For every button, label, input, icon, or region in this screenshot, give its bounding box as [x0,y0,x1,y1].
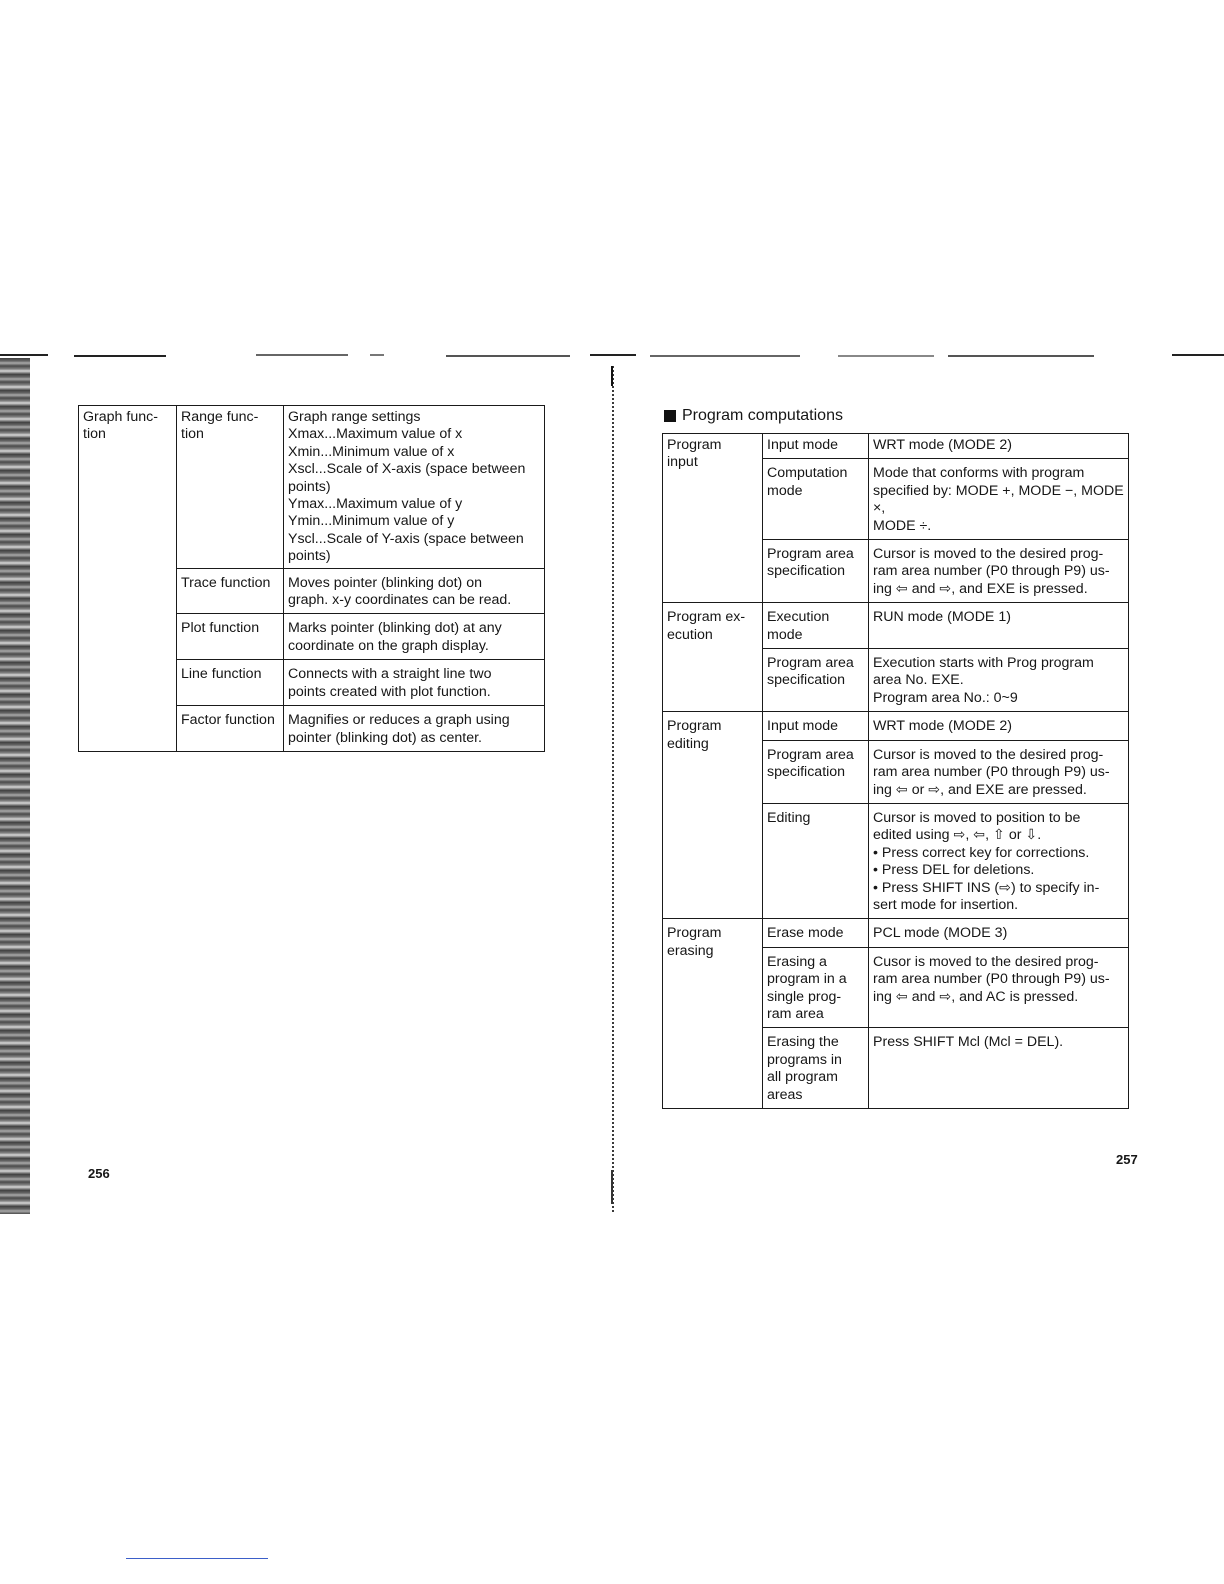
item-name-cell: Program area specification [763,540,869,603]
function-description-cell: Marks pointer (blinking dot) at any coordinate on the graph display. [284,614,545,660]
item-description-cell: PCL mode (MODE 3) [869,919,1129,947]
function-name-cell: Trace function [177,568,284,614]
table-row [663,434,1129,459]
item-name-cell: Computation mode [763,459,869,540]
table-row [663,712,1129,740]
function-description-cell: Moves pointer (blinking dot) on graph. x-y coordinates can be read. [284,568,545,614]
item-description-cell: WRT mode (MODE 2) [869,712,1129,740]
book-gutter-mark [611,366,613,386]
item-description-cell: RUN mode (MODE 1) [869,603,1129,649]
item-name-cell: Erasing a program in a single prog- ram area [763,947,869,1028]
graph-function-table [78,405,545,752]
function-name-cell: Factor function [177,706,284,752]
item-name-cell: Erasing the programs in all program areas [763,1028,869,1109]
item-description-cell: Cusor is moved to the desired prog- ram area number (P0 through P9) us- ing ⇦ and ⇨, and AC is pressed. [869,947,1129,1028]
item-description-cell: Execution starts with Prog program area No. EXE. Program area No.: 0~9 [869,649,1129,712]
book-gutter [612,366,614,1212]
page-number: 256 [88,1166,110,1181]
scan-top-edge [0,350,1224,362]
item-name-cell: Editing [763,803,869,918]
function-description-cell: Graph range settings Xmax...Maximum value of x Xmin...Minimum value of x Xscl...Scale of X-axis (space between points) Ymax...Maximum value of y Ymin...Minimum value of y Yscl...Scale of Y-axis (space between points) [284,406,545,569]
item-name-cell: Input mode [763,434,869,459]
item-name-cell: Execution mode [763,603,869,649]
category-cell: Program input [663,434,763,603]
function-name-cell: Range func- tion [177,406,284,569]
table-row [663,919,1129,947]
bottom-rule [126,1558,268,1559]
program-computations-table [662,433,1129,1109]
item-description-cell: Press SHIFT Mcl (Mcl = DEL). [869,1028,1129,1109]
category-cell: Program ex- ecution [663,603,763,712]
item-name-cell: Input mode [763,712,869,740]
book-gutter-mark-lower [611,1170,613,1204]
table-row [79,406,545,569]
item-name-cell: Program area specification [763,649,869,712]
category-cell: Graph func- tion [79,406,177,752]
function-description-cell: Magnifies or reduces a graph using pointer (blinking dot) as center. [284,706,545,752]
page-number: 257 [1116,1152,1138,1167]
function-name-cell: Line function [177,660,284,706]
function-name-cell: Plot function [177,614,284,660]
section-heading [664,406,843,426]
category-cell: Program erasing [663,919,763,1109]
item-name-cell: Program area specification [763,740,869,803]
category-cell: Program editing [663,712,763,919]
item-description-cell: Cursor is moved to the desired prog- ram area number (P0 through P9) us- ing ⇦ or ⇨, and EXE are pressed. [869,740,1129,803]
section-title: Program computations [682,407,843,424]
function-description-cell: Connects with a straight line two points created with plot function. [284,660,545,706]
item-description-cell: Cursor is moved to position to be edited using ⇨, ⇦, ⇧ or ⇩. • Press correct key for corrections. • Press DEL for deletions. • Press SHIFT INS (⇨) to specify in- sert mode for insertion. [869,803,1129,918]
scan-left-edge [0,358,30,1214]
item-description-cell: WRT mode (MODE 2) [869,434,1129,459]
table-row [663,603,1129,649]
item-name-cell: Erase mode [763,919,869,947]
square-bullet-icon [664,410,676,422]
item-description-cell: Mode that conforms with program specified by: MODE +, MODE −, MODE ×, MODE ÷. [869,459,1129,540]
item-description-cell: Cursor is moved to the desired prog- ram area number (P0 through P9) us- ing ⇦ and ⇨, and EXE is pressed. [869,540,1129,603]
